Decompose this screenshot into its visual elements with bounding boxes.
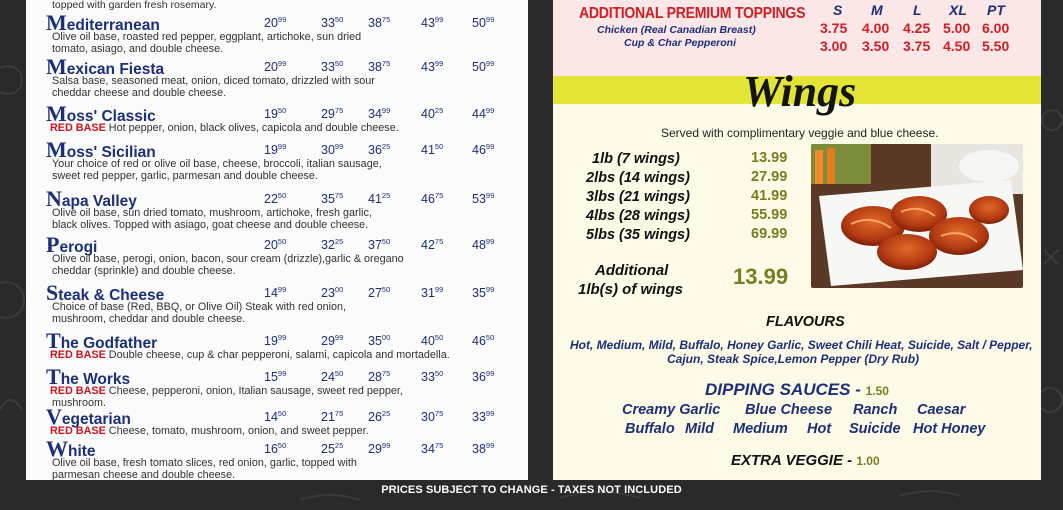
pizza-price: $22^{50}$ — [264, 191, 287, 207]
dipping-sauces-title — [705, 380, 889, 400]
topping-price: 4.25 — [903, 20, 931, 36]
pizza-name: Moss' Sicilian — [46, 137, 156, 162]
pizza-name: Mexican Fiesta — [46, 54, 165, 79]
pizza-description: Olive oil base, sun dried tomato, mushroom, artichoke, fresh garlic, — [52, 207, 372, 219]
pizza-price: $48^{99}$ — [472, 237, 495, 253]
extra-veggie — [731, 452, 880, 469]
pizza-price: $32^{25}$ — [321, 237, 344, 253]
topping-price: 3.00 — [820, 38, 848, 54]
pizza-price: $19^{99}$ — [264, 333, 287, 349]
pizza-name: Steak & Cheese — [46, 280, 165, 305]
topping-price: 4.50 — [943, 38, 971, 54]
pizza-price: $40^{50}$ — [421, 333, 444, 349]
wings-photo — [811, 144, 1023, 288]
pizza-price: $33^{50}$ — [321, 15, 344, 31]
pizza-price: $53^{99}$ — [472, 191, 495, 207]
premium-toppings-section — [553, 0, 1041, 76]
pizza-price: $35^{00}$ — [368, 333, 391, 349]
sauce-name: Hot Honey — [913, 421, 986, 437]
pizza-description: Olive oil base, fresh tomato slices, red onion, garlic, topped with — [52, 457, 357, 469]
pizza-price: $29^{75}$ — [321, 106, 344, 122]
pizza-price: $15^{99}$ — [264, 369, 287, 385]
pizza-description: RED BASE Hot pepper, onion, black olives, capicola and double cheese. — [50, 122, 399, 134]
sauce-name: Caesar — [917, 402, 966, 418]
pizza-description: Salsa base, seasoned meat, onion, diced tomato, drizzled with sour — [52, 75, 375, 87]
dipping-sauces-label: DIPPING SAUCES - — [705, 380, 866, 399]
wing-size: 2lbs (14 wings) — [586, 170, 690, 186]
wing-price: 13.99 — [751, 150, 788, 166]
red-base-badge: RED BASE — [50, 385, 106, 397]
sauce-name: Suicide — [849, 421, 901, 437]
pizza-price: $24^{50}$ — [321, 369, 344, 385]
pizza-description: Olive oil base, perogi, onion, bacon, sour cream (drizzle),garlic & oregano — [52, 253, 404, 265]
pizza-price: $40^{25}$ — [421, 106, 444, 122]
pizza-price: $44^{99}$ — [472, 106, 495, 122]
wing-size: 5lbs (35 wings) — [586, 227, 690, 243]
pizza-description: sweet red pepper, garlic, parmesan and double cheese. — [52, 169, 318, 182]
pizza-price: $34^{75}$ — [421, 441, 444, 457]
pizza-price: $37^{50}$ — [368, 237, 391, 253]
pizza-price: $35^{99}$ — [472, 285, 495, 301]
pizza-description: Olive oil base, roasted red pepper, eggplant, artichoke, sun dried — [52, 31, 362, 43]
pizza-description: RED BASE Cheese, pepperoni, onion, Italian sausage, sweet red pepper, — [50, 385, 403, 397]
pizza-price: $31^{99}$ — [421, 285, 444, 301]
additional-label-2: 1lb(s) of wings — [578, 281, 683, 298]
sauce-name: Ranch — [853, 402, 898, 418]
pizza-price: $30^{99}$ — [321, 142, 344, 158]
pizza-price: $29^{99}$ — [368, 441, 391, 457]
pizza-description: tomato, asiago, and double cheese. — [52, 42, 224, 55]
size-header: PT — [987, 2, 1005, 18]
pizza-name: The Godfather — [46, 328, 158, 353]
topping-price: 4.00 — [862, 20, 890, 36]
wing-size: 3lbs (21 wings) — [586, 189, 690, 205]
pizza-price: $20^{50}$ — [264, 237, 287, 253]
topping-price: 5.00 — [943, 20, 971, 36]
topping-chicken: Chicken (Real Canadian Breast) — [597, 24, 756, 36]
pizza-price: $19^{50}$ — [264, 106, 287, 122]
pizza-price: $33^{50}$ — [321, 59, 344, 75]
pizza-price: $46^{50}$ — [472, 333, 495, 349]
pizza-price: $30^{75}$ — [421, 409, 444, 425]
pizza-description: parmesan cheese and double cheese. — [52, 468, 236, 480]
pizza-price: $46^{75}$ — [421, 191, 444, 207]
red-base-badge: RED BASE — [50, 122, 106, 134]
dipping-sauces-price: 1.50 — [865, 384, 889, 398]
pizza-price: $38^{75}$ — [368, 59, 391, 75]
wing-price: 69.99 — [751, 226, 788, 242]
pizza-price: $33^{99}$ — [472, 409, 495, 425]
pizza-price: $25^{25}$ — [321, 441, 344, 457]
premium-toppings-title: ADDITIONAL PREMIUM TOPPINGS — [579, 5, 806, 22]
sauce-name: Medium — [733, 421, 788, 437]
pizza-name: Mediterranean — [46, 10, 160, 35]
sauce-name: Blue Cheese — [745, 402, 833, 418]
pizza-name: White — [46, 436, 96, 461]
pizza-description: Choice of base (Red, BBQ, or Olive Oil) Steak with red onion, — [52, 301, 347, 313]
pizza-price: $38^{75}$ — [368, 15, 391, 31]
pizza-description: black olives. Topped with asiago, goat cheese and double cheese. — [52, 218, 369, 231]
pizza-price: $42^{75}$ — [421, 237, 444, 253]
wings-served-note: Served with complimentary veggie and blue cheese. — [661, 126, 939, 140]
pizza-price: $33^{50}$ — [421, 369, 444, 385]
pizza-price: $35^{75}$ — [321, 191, 344, 207]
pizza-price: $34^{99}$ — [368, 106, 391, 122]
pizza-price: $50^{99}$ — [472, 15, 495, 31]
pizza-price: $38^{99}$ — [472, 441, 495, 457]
wing-size: 1lb (7 wings) — [592, 151, 680, 167]
footer-note: PRICES SUBJECT TO CHANGE - TAXES NOT INCLUDED — [381, 484, 682, 496]
red-base-badge: RED BASE — [50, 425, 106, 437]
additional-price: 13.99 — [733, 264, 789, 289]
pizza-description: RED BASE Cheese, tomato, mushroom, onion, and sweet pepper. — [50, 425, 369, 437]
red-base-badge: RED BASE — [50, 349, 106, 361]
extra-veggie-price: 1.00 — [856, 454, 880, 468]
extra-veggie-label: EXTRA VEGGIE - — [731, 452, 857, 469]
pizza-name: Perogi — [46, 232, 98, 257]
pizza-price: $14^{50}$ — [264, 409, 287, 425]
pizza-description: cheddar (sprinkle) and double cheese. — [52, 264, 236, 277]
pizza-price: $16^{50}$ — [264, 441, 287, 457]
pizza-price: $20^{99}$ — [264, 59, 287, 75]
pizza-description: RED BASE Double cheese, cup & char pepperoni, salami, capicola and mortadella. — [50, 349, 450, 361]
pizza-description: mushroom. — [52, 396, 107, 409]
pizza-price: $41^{50}$ — [421, 142, 444, 158]
pizza-description: cheddar cheese and double cheese. — [52, 86, 227, 99]
size-header: S — [833, 2, 843, 18]
pizza-price: $14^{99}$ — [264, 285, 287, 301]
wings-panel — [553, 0, 1041, 480]
pizza-name: Napa Valley — [46, 186, 137, 211]
pizza-description: Your choice of red or olive oil base, cheese, broccoli, italian sausage, — [52, 158, 382, 170]
flavours-line-1: Hot, Medium, Mild, Buffalo, Honey Garlic, Sweet Chili Heat, Suicide, Salt / Pepper, — [570, 338, 1033, 352]
pizza-price: $21^{75}$ — [321, 409, 344, 425]
topping-price: 5.50 — [982, 38, 1010, 54]
sauce-name: Creamy Garlic — [622, 402, 721, 418]
pizza-description: mushroom, cheddar and double cheese. — [52, 312, 246, 325]
sauce-name: Mild — [685, 421, 714, 437]
wing-price: 55.99 — [751, 207, 788, 223]
pizza-price: $36^{25}$ — [368, 142, 391, 158]
wing-price: 27.99 — [751, 169, 788, 185]
additional-label-1: Additional — [595, 262, 669, 279]
size-header: XL — [949, 2, 967, 18]
pizza-price: $43^{99}$ — [421, 59, 444, 75]
pizza-price: $26^{25}$ — [368, 409, 391, 425]
pizza-name: The Works — [46, 364, 131, 389]
flavours-title: FLAVOURS — [766, 314, 845, 330]
wings-title: Wings — [743, 67, 857, 116]
pizza-menu-panel — [26, 0, 528, 480]
topping-pepperoni: Cup & Char Pepperoni — [624, 37, 737, 49]
sauce-name: Hot — [807, 421, 832, 437]
pizza-price: $50^{99}$ — [472, 59, 495, 75]
pizza-price: $27^{50}$ — [368, 285, 391, 301]
wing-price: 41.99 — [751, 188, 788, 204]
pizza-name: Vegetarian — [46, 404, 131, 429]
pizza-price: $46^{99}$ — [472, 142, 495, 158]
pizza-price: $43^{99}$ — [421, 15, 444, 31]
pizza-price: $41^{25}$ — [368, 191, 391, 207]
wing-size: 4lbs (28 wings) — [586, 208, 690, 224]
pizza-price: $36^{99}$ — [472, 369, 495, 385]
pizza-price: $23^{00}$ — [321, 285, 344, 301]
pizza-price: $29^{99}$ — [321, 333, 344, 349]
topping-price: 3.75 — [820, 20, 848, 36]
top-note: topped with garden fresh rosemary. — [52, 0, 217, 11]
topping-price: 3.50 — [862, 38, 890, 54]
pizza-name: Moss' Classic — [46, 101, 156, 126]
topping-price: 6.00 — [982, 20, 1010, 36]
size-header: M — [871, 2, 883, 18]
sauce-name: Buffalo — [625, 421, 675, 437]
flavours-line-2: Cajun, Steak Spice,Lemon Pepper (Dry Rub) — [667, 352, 920, 366]
pizza-price: $28^{75}$ — [368, 369, 391, 385]
pizza-price: $19^{99}$ — [264, 142, 287, 158]
size-header: L — [913, 2, 922, 18]
topping-price: 3.75 — [903, 38, 931, 54]
pizza-price: $20^{99}$ — [264, 15, 287, 31]
